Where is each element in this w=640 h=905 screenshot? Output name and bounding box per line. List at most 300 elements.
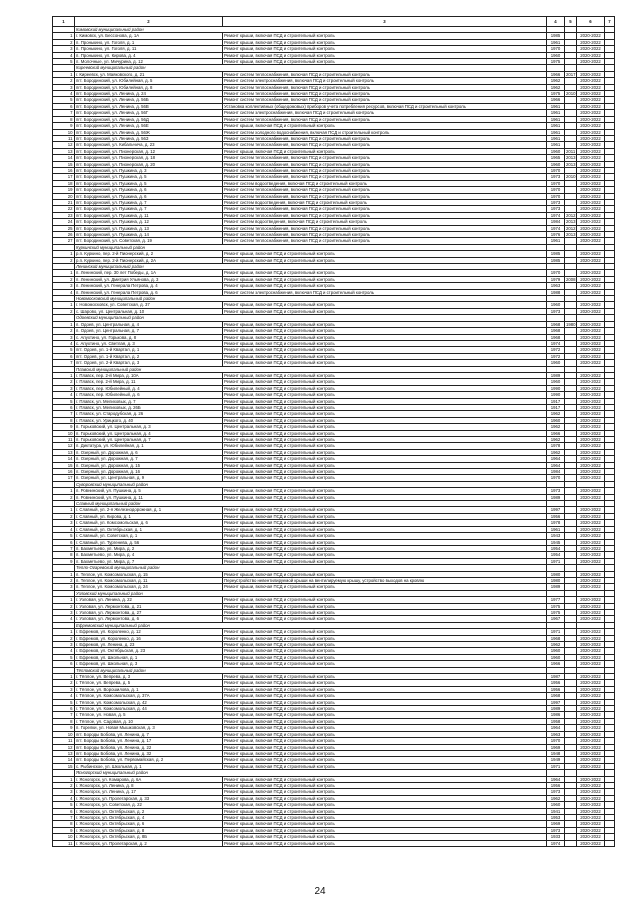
section-title: Киреевский муниципальный район — [75, 65, 547, 71]
work-type-cell: Ремонт крыши, включая ПСД и строительный контроль — [223, 609, 547, 615]
period-cell: 2020-2022 — [577, 417, 605, 423]
work-type-cell: Ремонт крыши, включая ПСД и строительный контроль — [223, 469, 547, 475]
row-number-cell: 6 — [53, 808, 75, 814]
section-title: Ясногорский муниципальный район — [75, 770, 547, 776]
row-number-cell: 26 — [53, 232, 75, 238]
address-cell: пгт. Бородинский, ул. Пушкина, д. 13 — [75, 225, 223, 231]
period-cell: 2020-2022 — [577, 475, 605, 481]
work-type-cell: Ремонт крыши, включая ПСД и строительный контроль — [223, 334, 547, 340]
row-number-cell: 1 — [53, 776, 75, 782]
year-built-cell: 1960 — [547, 648, 565, 654]
year-built-cell: 1956 — [547, 513, 565, 519]
address-cell: г. Славный, ул. Комсомольская, д. 6 — [75, 520, 223, 526]
work-type-cell: Установка коллективных (общедомовых) приборов учета потребления ресурсов, включая ПСД и строительный контроль — [223, 103, 547, 109]
year-built-cell: 1961 — [547, 526, 565, 532]
work-type-cell: Ремонт крыши, включая ПСД и строительный контроль — [223, 39, 547, 45]
year-built-cell: 1974 — [547, 212, 565, 218]
year-built-cell: 1985 — [547, 257, 565, 263]
work-type-cell: Ремонт систем теплоснабжения, включая ПСД и строительный контроль — [223, 174, 547, 180]
address-cell: г. Плавск, ул. Стародубская, д. 26 — [75, 411, 223, 417]
work-type-cell: Ремонт крыши, включая ПСД и строительный контроль — [223, 616, 547, 622]
section-title: Новомосковский муниципальный район — [75, 296, 547, 302]
period-cell: 2020-2022 — [577, 430, 605, 436]
address-cell: пгт. Бородинский, ул. Пионерская, д. 20 — [75, 161, 223, 167]
work-type-cell: Ремонт систем электроснабжения, включая ПСД и строительный контроль — [223, 110, 547, 116]
address-cell: пгт. Бородинский, ул. Ленина, д. 56Г — [75, 110, 223, 116]
year-built-cell: 1917 — [547, 398, 565, 404]
year-built-cell: 1966 — [547, 430, 565, 436]
address-cell: п. Озерный, ул. Дорожная, д. 6 — [75, 449, 223, 455]
address-cell: г. Славный, ул. 2-я Железнодорожная, д. 1 — [75, 507, 223, 513]
work-type-cell: Ремонт крыши, включая ПСД и строительный контроль — [223, 443, 547, 449]
address-cell: пгт. Бородинский, ул. Ленина, д. 24 — [75, 91, 223, 97]
column-header-1: 1 — [53, 17, 75, 27]
address-cell: г. Славный, ул. Кирова, д. 1 — [75, 513, 223, 519]
period-cell: 2020-2022 — [577, 103, 605, 109]
row-number-cell: 5 — [53, 398, 75, 404]
work-type-cell: Ремонт крыши, включая ПСД и строительный контроль — [223, 347, 547, 353]
address-cell: г. Узловая, ул. Лермонтова, д. 27 — [75, 609, 223, 615]
year-built-cell: 1962 — [547, 795, 565, 801]
year-built-cell: 1962 — [547, 449, 565, 455]
work-type-cell: Ремонт крыши, включая ПСД и строительный контроль — [223, 302, 547, 308]
row-number-cell: 1 — [53, 71, 75, 77]
work-type-cell: Ремонт систем теплоснабжения, включая ПСД и строительный контроль — [223, 155, 547, 161]
year-built-cell: 1969 — [547, 821, 565, 827]
row-number-cell: 2 — [53, 680, 75, 686]
year-built-cell: 1972 — [547, 353, 565, 359]
period-cell: 2020-2022 — [577, 609, 605, 615]
row-number-cell: 2 — [53, 308, 75, 314]
address-cell: р.п. Куркино, пер. 2-й Пионерский, д. 2 — [75, 251, 223, 257]
row-number-cell: 6 — [53, 353, 75, 359]
address-cell: г. Плавск, ул. Мелиховых, д. 26Б — [75, 404, 223, 410]
period-cell: 2020-2022 — [577, 328, 605, 334]
period-cell: 2020-2022 — [577, 814, 605, 820]
year-built-cell: 1973 — [547, 308, 565, 314]
row-number-cell: 15 — [53, 462, 75, 468]
address-cell: п. Пронькино, ул. Гоголя, д. 1 — [75, 39, 223, 45]
period-cell: 2020-2022 — [577, 289, 605, 295]
period-cell: 2020-2022 — [577, 712, 605, 718]
work-type-cell: Ремонт крыши, включая ПСД и строительный контроль — [223, 571, 547, 577]
address-cell: пгт. Бородинский, ул. Пионерская, д. 18 — [75, 155, 223, 161]
address-cell: пгт. Бородинский, ул. Пушкина, д. 5 — [75, 174, 223, 180]
period-cell: 2020-2022 — [577, 257, 605, 263]
row-number-cell: 8 — [53, 417, 75, 423]
work-type-cell: Ремонт крыши, включая ПСД и строительный контроль — [223, 654, 547, 660]
row-number-cell: 3 — [53, 789, 75, 795]
row-number-cell: 4 — [53, 648, 75, 654]
address-cell: г. Славный, ул. Октябрьская, д. 1 — [75, 526, 223, 532]
address-cell: пгт. Бороды Бобова, ул. Ленина, д. 17 — [75, 738, 223, 744]
row-number-cell: 2 — [53, 513, 75, 519]
period-cell: 2020-2022 — [577, 571, 605, 577]
year-built-cell: 1964 — [547, 725, 565, 731]
period-cell: 2020-2022 — [577, 488, 605, 494]
year-repair-cell: 2013 — [566, 219, 576, 225]
address-cell: пгт. Бороды Бобова, ул. Ленина, д. 22 — [75, 744, 223, 750]
work-type-cell: Ремонт крыши, включая ПСД и строительный контроль — [223, 276, 547, 282]
address-cell: г. Тёплое, ул. Комсомольская, д. 37А — [75, 693, 223, 699]
address-cell: пгт. Бородинский, ул. Пушкина, д. 5 — [75, 180, 223, 186]
address-cell: пгт. Бородинский, ул. Ленина, д. 56Ж — [75, 129, 223, 135]
row-number-cell: 3 — [53, 520, 75, 526]
row-number-cell: 6 — [53, 103, 75, 109]
row-number-cell: 3 — [53, 584, 75, 590]
address-cell: с. Апухтино, ул. Горькова, д. 8 — [75, 334, 223, 340]
address-cell: пгт. Бородинский, ул. Пушкина, д. 12 — [75, 219, 223, 225]
year-built-cell: 1970 — [547, 167, 565, 173]
row-number-cell: 1 — [53, 507, 75, 513]
row-number-cell: 12 — [53, 443, 75, 449]
period-cell: 2020-2022 — [577, 238, 605, 244]
year-built-cell: 1961 — [547, 103, 565, 109]
row-number-cell: 4 — [53, 52, 75, 58]
address-cell: п. Пронькино, ул. Гоголя, д. 11 — [75, 46, 223, 52]
work-type-cell: Ремонт крыши, включая ПСД и строительный контроль — [223, 686, 547, 692]
period-cell: 2020-2022 — [577, 597, 605, 603]
year-repair-cell: 2012 — [566, 225, 576, 231]
year-built-cell: 1966 — [547, 661, 565, 667]
year-built-cell: 1961 — [547, 129, 565, 135]
address-cell: г. Ясногорск, ул. Октябрьская, д. 8 — [75, 827, 223, 833]
year-built-cell: 1984 — [547, 469, 565, 475]
period-cell: 2020-2022 — [577, 33, 605, 39]
row-number-cell: 4 — [53, 526, 75, 532]
row-number-cell: 15 — [53, 763, 75, 769]
table-body — [53, 27, 615, 847]
period-cell: 2020-2022 — [577, 763, 605, 769]
work-type-cell: Ремонт крыши, включая ПСД и строительный контроль — [223, 552, 547, 558]
year-repair-cell: 2017 — [566, 71, 576, 77]
period-cell: 2020-2022 — [577, 686, 605, 692]
address-cell: п. Теплое, ул. Комсомольская, д. 24 — [75, 584, 223, 590]
address-cell: г. Ясногорск, ул. Пролетарская, д. 33 — [75, 795, 223, 801]
address-cell: г. Ясногорск, ул. Октябрьская, д. 4 — [75, 814, 223, 820]
work-type-cell: Ремонт систем электроснабжения, включая ПСД и строительный контроль — [223, 78, 547, 84]
year-built-cell: 1985 — [547, 251, 565, 257]
year-built-cell: 1972 — [547, 347, 565, 353]
work-type-cell: Ремонт систем теплоснабжения, включая ПСД и строительный контроль — [223, 142, 547, 148]
year-repair-cell: 1980 — [566, 321, 576, 327]
work-type-cell: Ремонт крыши, включая ПСД и строительный контроль — [223, 424, 547, 430]
column-header-2: 2 — [75, 17, 223, 27]
year-built-cell: 1974 — [547, 225, 565, 231]
address-cell: г. Новомосковск, ул. Советская, д. 37 — [75, 302, 223, 308]
work-type-cell: Ремонт систем теплоснабжения, включая ПСД и строительный контроль — [223, 212, 547, 218]
row-number-cell: 13 — [53, 750, 75, 756]
row-number-cell: 2 — [53, 603, 75, 609]
work-type-cell: Ремонт крыши, включая ПСД и строительный контроль — [223, 642, 547, 648]
row-number-cell: 1 — [53, 629, 75, 635]
section-title: Славный муниципальный район — [75, 501, 547, 507]
row-number-cell: 4 — [53, 693, 75, 699]
address-cell: г. Ясногорск, ул. Октябрьская, д. 6 — [75, 821, 223, 827]
year-built-cell: 1964 — [547, 776, 565, 782]
row-number-cell: 11 — [53, 738, 75, 744]
period-cell: 2020-2022 — [577, 206, 605, 212]
work-type-cell: Ремонт крыши, включая ПСД и строительный контроль — [223, 545, 547, 551]
address-cell: пгт. Бородинский, ул. Юбилейная, д. 5 — [75, 78, 223, 84]
period-cell: 2020-2022 — [577, 635, 605, 641]
year-built-cell: 1977 — [547, 597, 565, 603]
work-type-cell: Ремонт систем электроснабжения, включая ПСД и строительный контроль — [223, 289, 547, 295]
work-type-cell: Ремонт крыши, включая ПСД и строительный контроль — [223, 693, 547, 699]
address-cell: п. Теплое, ул. Комсомольская, д. 15 — [75, 571, 223, 577]
work-type-cell: Ремонт крыши, включая ПСД и строительный контроль — [223, 411, 547, 417]
address-cell: пгт. Бороды Бобова, ул. Ленина, д. 32 — [75, 750, 223, 756]
work-type-cell: Ремонт крыши, включая ПСД и строительный контроль — [223, 507, 547, 513]
address-cell: п. Ленинский, пер. 30 лет Победы, д. 1А — [75, 270, 223, 276]
address-cell: г. Ясногорск, ул. Октябрьская, д. 8Б — [75, 834, 223, 840]
address-cell: г. Ясногорск, ул. Пролетарская, д. 2 — [75, 840, 223, 846]
work-type-cell: Ремонт крыши, включая ПСД и строительный контроль — [223, 494, 547, 500]
work-type-cell: Ремонт крыши, включая ПСД и строительный контроль — [223, 417, 547, 423]
year-built-cell: 1968 — [547, 321, 565, 327]
row-number-cell: 8 — [53, 116, 75, 122]
address-cell: пгт. Бородинский, ул. Ленина, д. 56Б — [75, 97, 223, 103]
column-header-5: 5 — [565, 17, 577, 27]
period-cell: 2020-2022 — [577, 52, 605, 58]
row-number-cell: 8 — [53, 821, 75, 827]
year-built-cell: 1966 — [547, 97, 565, 103]
year-built-cell: 1941 — [547, 808, 565, 814]
period-cell: 2020-2022 — [577, 642, 605, 648]
row-number-cell: 15 — [53, 161, 75, 167]
work-type-cell: Ремонт крыши, включая ПСД и строительный контроль — [223, 789, 547, 795]
year-built-cell: 1974 — [547, 340, 565, 346]
table-header-row — [53, 17, 615, 27]
year-built-cell: 1960 — [547, 360, 565, 366]
row-number-cell: 3 — [53, 84, 75, 90]
period-cell: 2020-2022 — [577, 46, 605, 52]
period-cell: 2020-2022 — [577, 654, 605, 660]
period-cell: 2020-2022 — [577, 821, 605, 827]
work-type-cell: Ремонт крыши, включая ПСД и строительный контроль — [223, 648, 547, 654]
work-type-cell: Ремонт крыши, включая ПСД и строительный контроль — [223, 379, 547, 385]
work-type-cell: Ремонт крыши, включая ПСД и строительный контроль — [223, 795, 547, 801]
period-cell: 2020-2022 — [577, 283, 605, 289]
year-built-cell: 1973 — [547, 206, 565, 212]
row-number-cell: 13 — [53, 449, 75, 455]
period-cell: 2020-2022 — [577, 59, 605, 65]
work-type-cell: Ремонт крыши, включая ПСД и строительный контроль — [223, 750, 547, 756]
row-number-cell: 8 — [53, 552, 75, 558]
period-cell: 2020-2022 — [577, 232, 605, 238]
row-number-cell: 11 — [53, 135, 75, 141]
work-type-cell: Ремонт крыши, включая ПСД и строительный контроль — [223, 597, 547, 603]
work-type-cell: Ремонт крыши, включая ПСД и строительный контроль — [223, 340, 547, 346]
address-cell: п. Горьковский, ул. Центральная, д. 3 — [75, 424, 223, 430]
year-built-cell: 1986 — [547, 712, 565, 718]
row-number-cell: 7 — [53, 712, 75, 718]
address-cell: пгт. Бородинский, ул. Советская, д. 19 — [75, 238, 223, 244]
period-cell: 2020-2022 — [577, 116, 605, 122]
row-number-cell: 1 — [53, 597, 75, 603]
work-type-cell: Ремонт систем теплоснабжения, включая ПСД и строительный контроль — [223, 167, 547, 173]
row-number-cell: 10 — [53, 129, 75, 135]
period-cell: 2020-2022 — [577, 449, 605, 455]
period-cell: 2020-2022 — [577, 776, 605, 782]
period-cell: 2020-2022 — [577, 404, 605, 410]
period-cell: 2020-2022 — [577, 584, 605, 590]
year-built-cell: 1970 — [547, 180, 565, 186]
address-cell: п. Озерный, ул. Дорожная, д. 7 — [75, 456, 223, 462]
address-cell: пгт. Бородинский, ул. Пионерская, д. 12 — [75, 148, 223, 154]
period-cell: 2020-2022 — [577, 251, 605, 257]
row-number-cell: 1 — [53, 302, 75, 308]
period-cell: 2020-2022 — [577, 782, 605, 788]
address-cell: г. Славный, ул. Советская, д. 1 — [75, 533, 223, 539]
row-number-cell: 2 — [53, 78, 75, 84]
work-type-cell: Ремонт систем теплоснабжения, включая ПСД и строительный контроль — [223, 225, 547, 231]
page-number: 24 — [314, 886, 326, 897]
period-cell: 2020-2022 — [577, 334, 605, 340]
year-built-cell: 1961 — [547, 110, 565, 116]
year-built-cell: 1989 — [547, 372, 565, 378]
year-repair-cell: 2010 — [566, 174, 576, 180]
period-cell: 2020-2022 — [577, 443, 605, 449]
period-cell: 2020-2022 — [577, 379, 605, 385]
year-built-cell: 1989 — [547, 706, 565, 712]
period-cell: 2020-2022 — [577, 411, 605, 417]
period-cell: 2020-2022 — [577, 802, 605, 808]
year-built-cell: 1997 — [547, 699, 565, 705]
work-type-cell: Ремонт крыши, включая ПСД и строительный контроль — [223, 437, 547, 443]
year-built-cell: 1990 — [547, 392, 565, 398]
address-cell: п. Диктатура, ул. Юбилейная, д. 1 — [75, 443, 223, 449]
year-built-cell: 1971 — [547, 558, 565, 564]
period-cell: 2020-2022 — [577, 353, 605, 359]
address-cell: пгт. Бородинский, ул. Пушкина, д. 6 — [75, 187, 223, 193]
year-built-cell: 1990 — [547, 385, 565, 391]
address-cell: г. Тёплое, ул. Комсомольская, д. 44 — [75, 706, 223, 712]
address-cell: г. Узловая, ул. Ленина, д. 22 — [75, 597, 223, 603]
address-cell: п. Озерный, ул. Дорожная, д. 16 — [75, 469, 223, 475]
row-number-cell: 1 — [53, 488, 75, 494]
row-number-cell: 1 — [53, 251, 75, 257]
period-cell: 2020-2022 — [577, 225, 605, 231]
work-type-cell: Ремонт крыши, включая ПСД и строительный контроль — [223, 123, 547, 129]
address-cell: г. Тёплое, ул. Вепрева, д. 5 — [75, 680, 223, 686]
period-cell: 2020-2022 — [577, 545, 605, 551]
row-number-cell: 7 — [53, 814, 75, 820]
year-built-cell: 1973 — [547, 488, 565, 494]
year-repair-cell: 2013 — [566, 155, 576, 161]
row-number-cell: 6 — [53, 539, 75, 545]
year-repair-cell: 2008 — [566, 276, 576, 282]
period-cell: 2020-2022 — [577, 539, 605, 545]
year-built-cell: 1948 — [547, 750, 565, 756]
year-built-cell: 1962 — [547, 424, 565, 430]
work-type-cell: Ремонт крыши, включая ПСД и строительный контроль — [223, 430, 547, 436]
row-number-cell: 9 — [53, 558, 75, 564]
period-cell: 2020-2022 — [577, 148, 605, 154]
year-built-cell: 1962 — [547, 411, 565, 417]
year-built-cell: 1958 — [547, 718, 565, 724]
address-cell: г. Плавск, пер. 2-й Мира, д. 11 — [75, 379, 223, 385]
year-built-cell: 1960 — [547, 302, 565, 308]
row-number-cell: 2 — [53, 577, 75, 583]
address-cell: г. Плавск, пер. Юбилейный, д. 6 — [75, 392, 223, 398]
work-type-cell: Ремонт систем холодного водоснабжения, включая ПСД и строительный контроль — [223, 129, 547, 135]
period-cell: 2020-2022 — [577, 674, 605, 680]
period-cell: 2020-2022 — [577, 372, 605, 378]
period-cell: 2020-2022 — [577, 661, 605, 667]
row-number-cell: 2 — [53, 782, 75, 788]
address-cell: г. Ясногорск, ул. Ленина, д. 17 — [75, 789, 223, 795]
year-built-cell: 1967 — [547, 616, 565, 622]
year-built-cell: 1973 — [547, 789, 565, 795]
work-type-cell: Ремонт крыши, включая ПСД и строительный контроль — [223, 539, 547, 545]
row-number-cell: 3 — [53, 642, 75, 648]
year-built-cell: 1963 — [547, 731, 565, 737]
work-type-cell: Ремонт крыши, включая ПСД и строительный контроль — [223, 148, 547, 154]
address-cell: с. Апухтино, ул. Светлая, д. 3 — [75, 340, 223, 346]
address-cell: г. Плавск, ул. Урицкого, д. 40 — [75, 417, 223, 423]
year-built-cell: 1954 — [547, 545, 565, 551]
row-number-cell: 6 — [53, 706, 75, 712]
address-cell: г. Ефремов, ул. Школьная, д. 3 — [75, 661, 223, 667]
address-cell: г. Тёплое, ул. Новая, д. 5 — [75, 712, 223, 718]
row-number-cell: 1 — [53, 372, 75, 378]
address-cell: г. Тёплое, ул. Садовая, д. 10 — [75, 718, 223, 724]
year-built-cell: 1961 — [547, 142, 565, 148]
row-number-cell: 12 — [53, 142, 75, 148]
address-cell: г. Плавск, ул. Мелиховых, д. 7 — [75, 398, 223, 404]
work-type-cell: Ремонт систем теплоснабжения, включая ПСД и строительный контроль — [223, 232, 547, 238]
work-type-cell: Ремонт крыши, включая ПСД и строительный контроль — [223, 840, 547, 846]
row-number-cell: 2 — [53, 494, 75, 500]
work-type-cell: Ремонт крыши, включая ПСД и строительный контроль — [223, 449, 547, 455]
work-type-cell: Ремонт систем водоотведения, включая ПСД и строительный контроль — [223, 199, 547, 205]
section-title: Куркинский муниципальный район — [75, 244, 547, 250]
address-cell: пгт. Бородинский, ул. Пушкина, д. 7 — [75, 206, 223, 212]
year-built-cell: 1961 — [547, 39, 565, 45]
period-cell: 2020-2022 — [577, 110, 605, 116]
work-type-cell: Ремонт крыши, включая ПСД и строительный контроль — [223, 731, 547, 737]
row-number-cell: 10 — [53, 731, 75, 737]
period-cell: 2020-2022 — [577, 526, 605, 532]
address-cell: пгт. Бородинский, ул. Юбилейная, д. 8 — [75, 84, 223, 90]
row-number-cell: 5 — [53, 347, 75, 353]
address-cell: г. Плавск, пер. 2-й Мира, д. 10А — [75, 372, 223, 378]
year-built-cell: 1945 — [547, 539, 565, 545]
period-cell: 2020-2022 — [577, 731, 605, 737]
period-cell: 2020-2022 — [577, 167, 605, 173]
row-number-cell: 18 — [53, 180, 75, 186]
year-built-cell: 1962 — [547, 84, 565, 90]
row-number-cell: 3 — [53, 334, 75, 340]
period-cell: 2020-2022 — [577, 270, 605, 276]
period-cell: 2020-2022 — [577, 424, 605, 430]
row-number-cell: 5 — [53, 699, 75, 705]
work-type-cell: Ремонт крыши, включая ПСД и строительный контроль — [223, 52, 547, 58]
period-cell: 2020-2022 — [577, 193, 605, 199]
year-built-cell: 1968 — [547, 693, 565, 699]
period-cell: 2020-2022 — [577, 718, 605, 724]
address-cell: г. Тёплое, ул. Ворошилова, д. 1 — [75, 686, 223, 692]
row-number-cell: 11 — [53, 437, 75, 443]
address-cell: г. Ясногорск, ул. Октябрьская, д. 2 — [75, 808, 223, 814]
period-cell: 2020-2022 — [577, 78, 605, 84]
address-cell: г. Узловая, ул. Лермонтова, д. 21 — [75, 603, 223, 609]
period-cell: 2020-2022 — [577, 699, 605, 705]
period-cell: 2020-2022 — [577, 398, 605, 404]
column-header-3: 3 — [223, 17, 547, 27]
address-cell: г. Ясногорск, ул. Комарова, д. 6А — [75, 776, 223, 782]
